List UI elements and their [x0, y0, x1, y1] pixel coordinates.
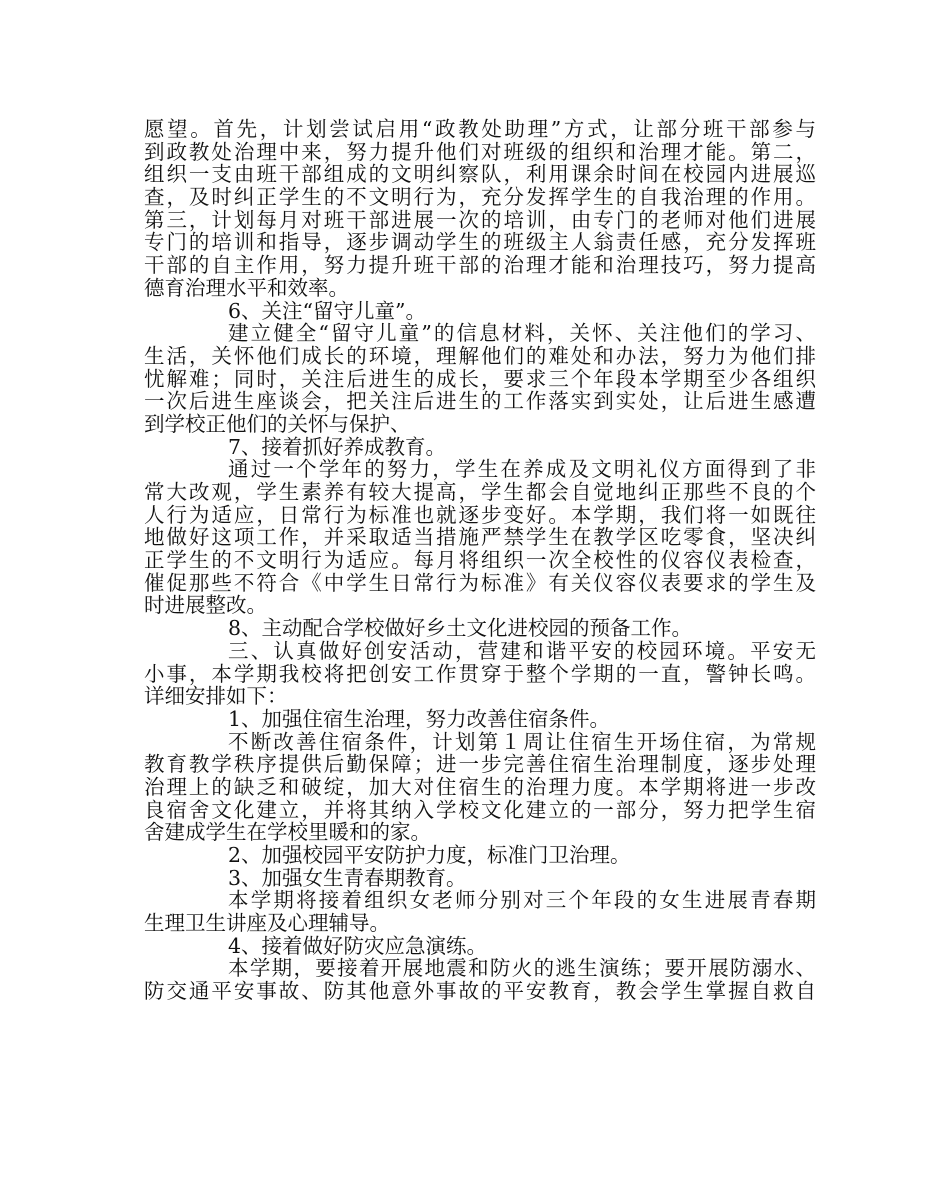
text-line: 时进展整改。: [144, 593, 267, 618]
text-line: 德育治理水平和效率。: [144, 275, 349, 300]
text-line: 防交通平安事故、防其他意外事故的平安教育，教会学生掌握自救自: [144, 979, 816, 1004]
text-line: 催促那些不符合《中学生日常行为标准》有关仪容仪表要求的学生及: [144, 570, 816, 595]
text-line: 组织一支由班干部组成的文明纠察队，利用课余时间在校园内进展巡: [144, 162, 816, 187]
text-line: 小事，本学期我校将把创安工作贯穿于整个学期的一直，警钟长鸣。: [144, 661, 816, 686]
text-line: 常大改观，学生素养有较大提高，学生都会自觉地纠正那些不良的个: [144, 480, 816, 504]
text-line: 详细安排如下：: [144, 684, 288, 709]
text-line: 本学期，要接着开展地震和防火的逃生演练；要开展防溺水、: [228, 956, 816, 981]
text-line: 干部的自主作用，努力提升班干部的治理才能和治理技巧，努力提高: [144, 253, 816, 278]
text-line: 正学生的不文明行为适应。每月将组织一次全校性的仪容仪表检查，: [144, 548, 816, 573]
text-line: 4、接着做好防灾应急演练。: [228, 933, 488, 958]
text-line: 2、加强校园平安防护力度，标准门卫治理。: [228, 843, 631, 867]
text-line: 三、认真做好创安活动，营建和谐平安的校园环境。平安无: [228, 638, 816, 663]
text-line: 舍建成学生在学校里暖和的家。: [144, 820, 431, 845]
text-line: 6、关注“留守儿童”。: [228, 298, 427, 323]
text-line: 7、接着抓好养成教育。: [228, 434, 447, 459]
text-line: 地做好这项工作，并采取适当措施严禁学生在教学区吃零食，坚决纠: [144, 525, 816, 550]
text-line: 建立健全“留守儿童”的信息材料，关怀、关注他们的学习、: [228, 321, 816, 346]
text-line: 到政教处治理中来，努力提升他们对班级的组织和治理才能。第二，: [144, 139, 816, 164]
text-line: 生活，关怀他们成长的环境，理解他们的难处和办法，努力为他们排: [144, 343, 816, 368]
text-line: 人行为适应，日常行为标准也就逐步变好。本学期，我们将一如既往: [144, 502, 816, 527]
text-line: 忧解难；同时，关注后进生的成长，要求三个年段本学期至少各组织: [144, 366, 816, 391]
text-line: 良宿舍文化建立，并将其纳入学校文化建立的一部分，努力把学生宿: [144, 797, 816, 822]
text-line: 生理卫生讲座及心理辅导。: [144, 911, 390, 936]
text-line: 愿望。首先，计划尝试启用“政教处助理”方式，让部分班干部参与: [144, 117, 816, 141]
text-line: 第三，计划每月对班干部进展一次的培训，由专门的老师对他们进展: [144, 207, 816, 232]
text-line: 一次后进生座谈会，把关注后进生的工作落实到实处，让后进生感遭: [144, 389, 816, 414]
text-line: 8、主动配合学校做好乡土文化进校园的预备工作。: [228, 616, 693, 641]
text-line: 1、加强住宿生治理，努力改善住宿条件。: [228, 706, 611, 731]
text-line: 到学校正他们的关怀与保护、: [144, 411, 411, 436]
text-line: 专门的培训和指导，逐步调动学生的班级主人翁责任感，充分发挥班: [144, 230, 816, 255]
text-line: 教育教学秩序提供后勤保障；进一步完善住宿生治理制度，逐步处理: [144, 752, 816, 777]
text-line: 不断改善住宿条件，计划第１周让住宿生开场住宿，为常规: [228, 729, 816, 754]
document-body: [144, 118, 816, 1003]
text-line: 通过一个学年的努力，学生在养成及文明礼仪方面得到了非: [228, 457, 816, 482]
text-line: 治理上的缺乏和破绽，加大对住宿生的治理力度。本学期将进一步改: [144, 774, 816, 799]
text-line: 本学期将接着组织女老师分别对三个年段的女生进展青春期: [228, 888, 816, 913]
text-line: 3、加强女生青春期教育。: [228, 865, 467, 890]
text-line: 查，及时纠正学生的不文明行为，充分发挥学生的自我治理的作用。: [144, 185, 816, 210]
